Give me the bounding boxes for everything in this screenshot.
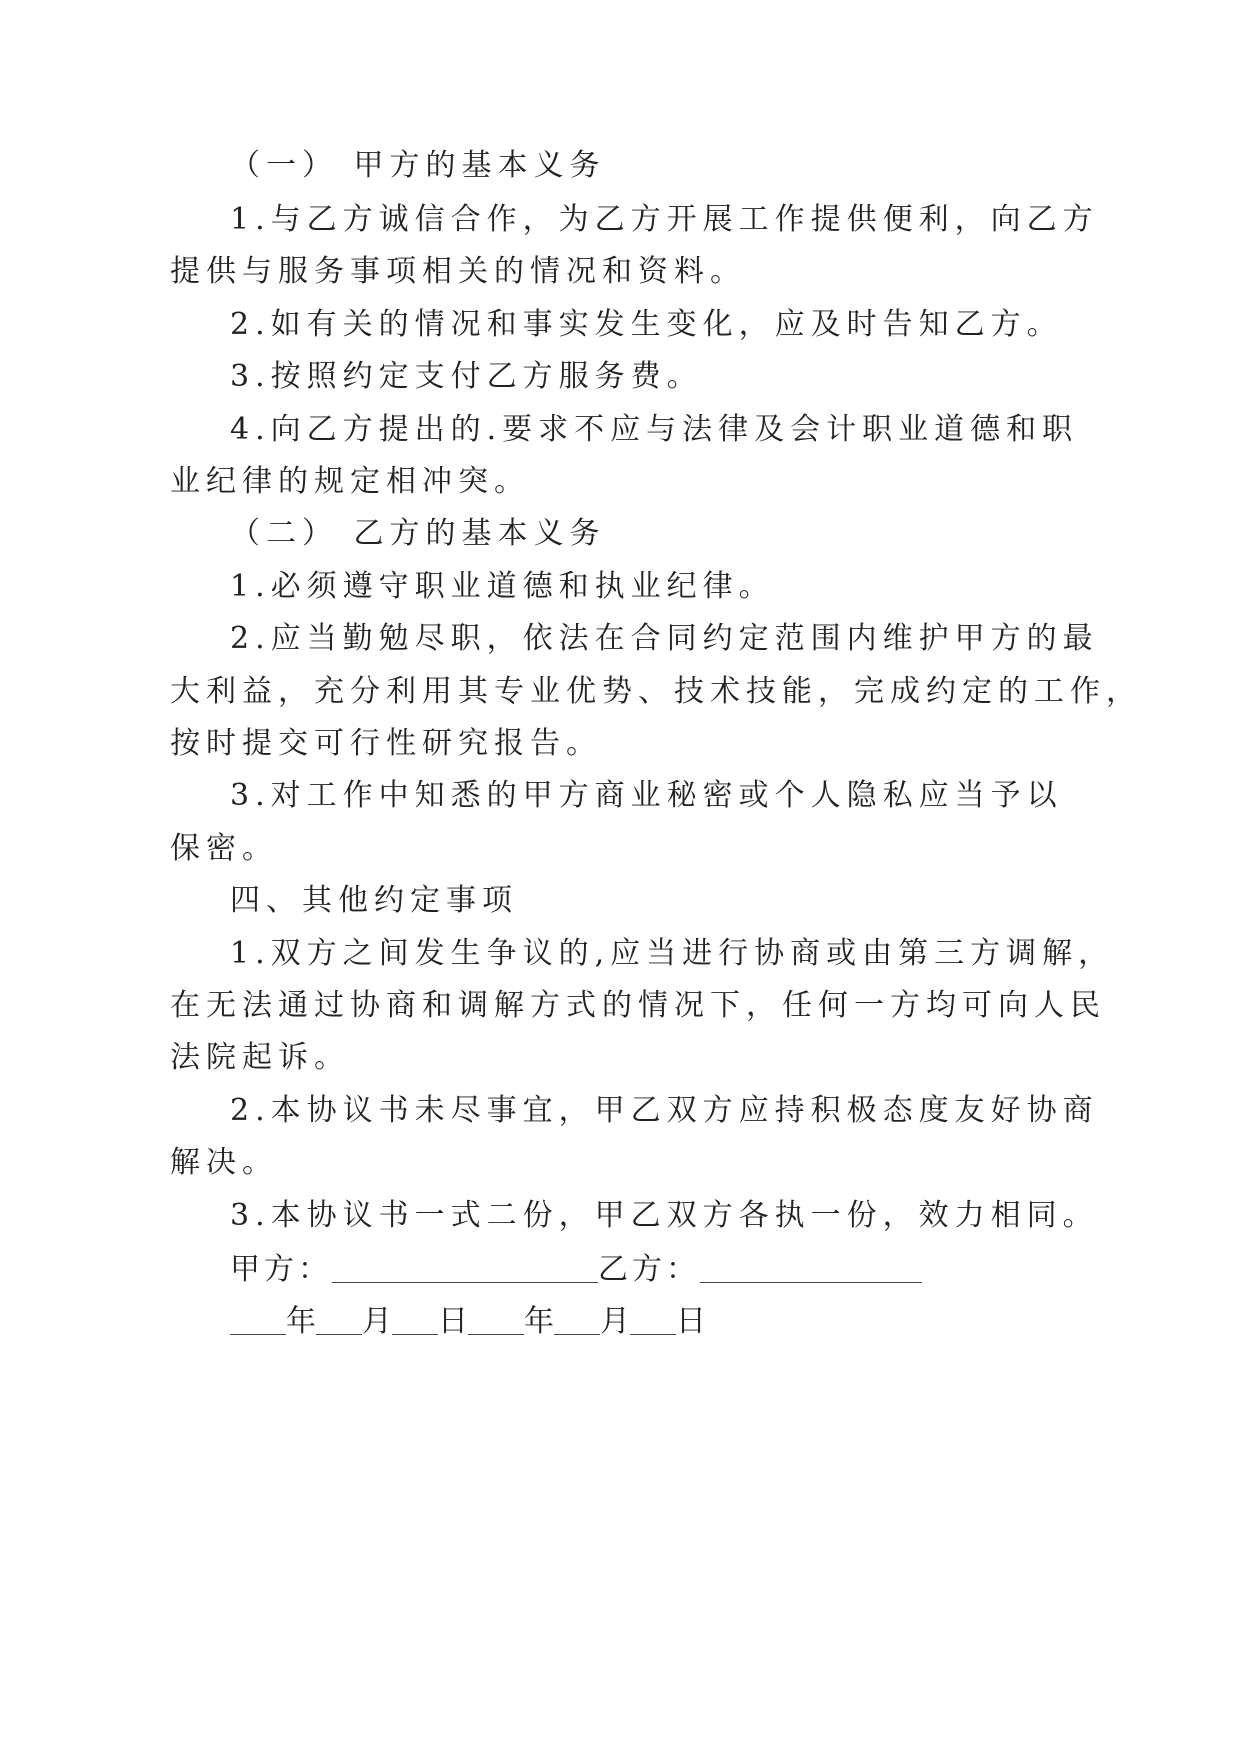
c2-line1: 2.本协议书未尽事宜，甲乙双方应持积极态度友好协商 [230,1093,1099,1128]
c3-text: 3.本协议书一式二份，甲乙双方各执一份，效力相同。 [230,1198,1099,1233]
b2-line3: 按时提交可行性研究报告。 [170,726,602,761]
party-b-year-label: 年 [524,1304,554,1339]
section-c-title: 四、其他约定事项 [230,883,518,918]
b3-line2: 保密。 [170,831,278,866]
b2-line2: 大利益，充分利用其专业优势、技术技能，完成约定的工作， [170,674,1142,709]
signature-dates-row [230,1300,706,1342]
party-a-signature-line[interactable] [332,1252,598,1283]
section-a-title: （一） 甲方的基本义务 [230,148,606,183]
a1-line1: 1.与乙方诚信合作，为乙方开展工作提供便利，向乙方 [230,202,1099,237]
party-b-year-blank[interactable] [468,1304,524,1335]
party-b-month-label: 月 [600,1304,630,1339]
a4-line1: 4.向乙方提出的.要求不应与法律及会计职业道德和职 [230,412,1079,447]
b1-text: 1.必须遵守职业道德和执业纪律。 [230,569,775,604]
party-a-day-label: 日 [438,1304,468,1339]
party-a-month-label: 月 [362,1304,392,1339]
section-b-title: （二） 乙方的基本义务 [230,516,606,551]
party-a-year-label: 年 [286,1304,316,1339]
a1-line2: 提供与服务事项相关的情况和资料。 [170,254,746,289]
party-a-day-blank[interactable] [392,1304,438,1335]
b3-line1: 3.对工作中知悉的甲方商业秘密或个人隐私应当予以 [230,778,1063,813]
signature-parties-row [230,1248,922,1290]
party-b-day-blank[interactable] [630,1304,676,1335]
c1-line2: 在无法通过协商和调解方式的情况下，任何一方均可向人民 [170,988,1106,1023]
c2-line2: 解决。 [170,1145,278,1180]
party-b-month-blank[interactable] [554,1304,600,1335]
party-a-month-blank[interactable] [316,1304,362,1335]
party-a-label: 甲方： [230,1252,332,1287]
a3-text: 3.按照约定支付乙方服务费。 [230,359,703,394]
a4-line2: 业纪律的规定相冲突。 [170,464,530,499]
party-b-label: 乙方： [598,1252,700,1287]
c1-line1: 1.双方之间发生争议的,应当进行协商或由第三方调解， [230,936,1115,971]
party-a-year-blank[interactable] [230,1304,286,1335]
b2-line1: 2.应当勤勉尽职，依法在合同约定范围内维护甲方的最 [230,621,1099,656]
a2-text: 2.如有关的情况和事实发生变化，应及时告知乙方。 [230,307,1063,342]
party-b-day-label: 日 [676,1304,706,1339]
c1-line3: 法院起诉。 [170,1040,350,1075]
party-b-signature-line[interactable] [700,1252,922,1283]
